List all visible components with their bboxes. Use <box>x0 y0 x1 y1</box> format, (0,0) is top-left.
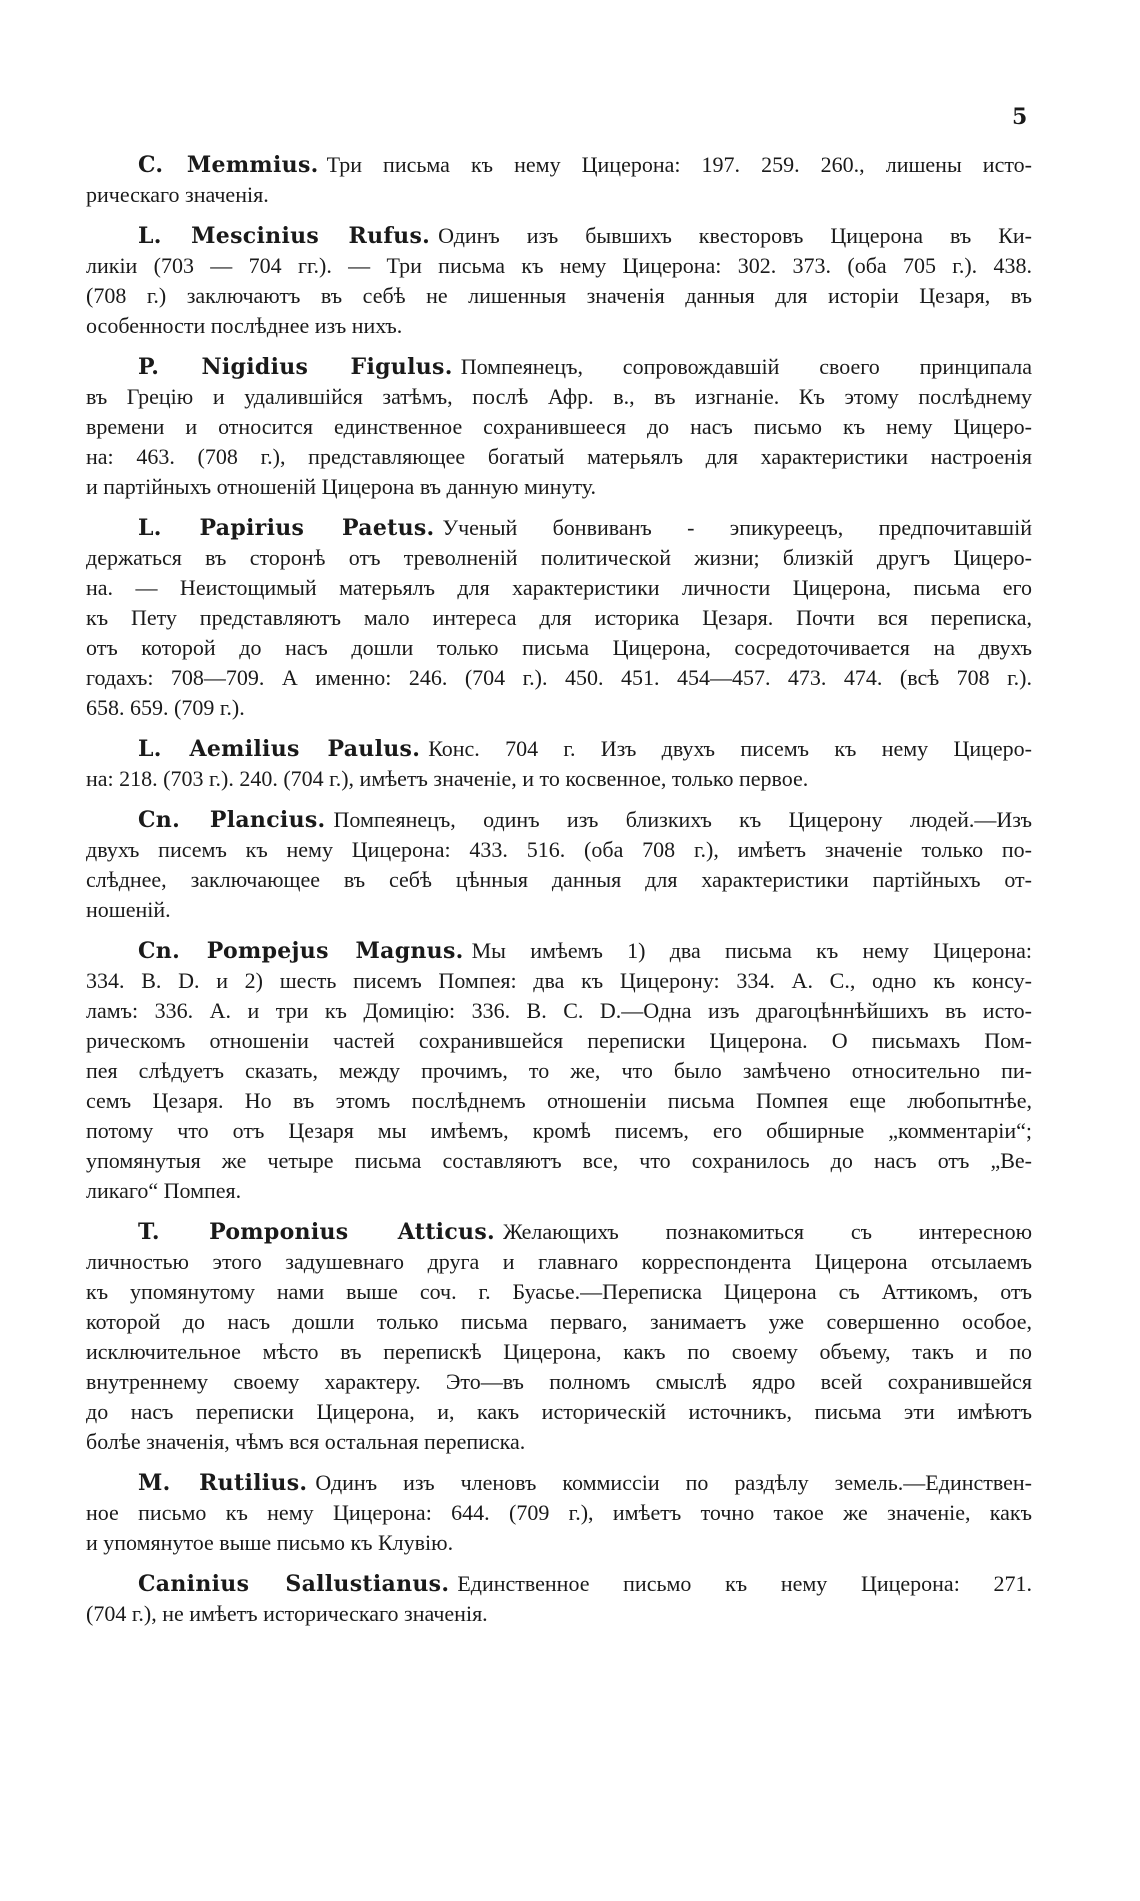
line-text: рическомъ отношеніи частей сохранившейся переписки Цицерона. О письмахъ Пом- <box>86 1028 1032 1053</box>
text-line <box>86 180 1032 210</box>
text-line <box>86 663 1032 693</box>
text-line <box>86 936 1032 966</box>
entry-name: L. Aemilius Paulus. <box>138 736 421 762</box>
text-line <box>86 734 1032 764</box>
entry-name: P. Nigidius Figulus. <box>138 354 453 380</box>
text-line <box>86 1116 1032 1146</box>
line-text: отъ которой до насъ дошли только письма Цицерона, сосредоточивается на двухъ <box>86 635 1032 660</box>
text-line <box>86 1599 1032 1629</box>
text-line <box>86 1026 1032 1056</box>
text-line <box>86 472 1032 502</box>
text-line <box>86 311 1032 341</box>
line-text: годахъ: 708—709. А именно: 246. (704 г.). 450. 451. 454—457. 473. 474. (всѣ 708 г.). <box>86 665 1032 690</box>
line-text: Одинъ изъ членовъ коммиссіи по раздѣлу земель.—Единствен- <box>315 1470 1032 1495</box>
line-text: Одинъ изъ бывшихъ квесторовъ Цицерона въ Ки- <box>438 223 1032 248</box>
line-text: (708 г.) заключаютъ въ себѣ не лишенныя значенія данныя для исторіи Цезаря, въ <box>86 283 1032 308</box>
entry-name: M. Rutilius. <box>138 1470 308 1496</box>
entry-paragraph <box>86 936 1032 1206</box>
line-text: 334. B. D. и 2) шесть писемъ Помпея: два къ Цицерону: 334. A. C., одно къ консу- <box>86 968 1032 993</box>
text-line <box>86 251 1032 281</box>
text-line <box>86 1146 1032 1176</box>
line-text: двухъ писемъ къ нему Цицерона: 433. 516. (оба 708 г.), имѣетъ значеніе только по- <box>86 837 1032 862</box>
text-line <box>86 865 1032 895</box>
line-text: къ упомянутому нами выше соч. г. Буасье.—Переписка Цицерона съ Аттикомъ, отъ <box>86 1279 1032 1304</box>
line-text: упомянутыя же четыре письма составляютъ все, что сохранилось до насъ отъ „Ве- <box>86 1148 1032 1173</box>
text-line <box>86 412 1032 442</box>
line-text: къ Пету представляютъ мало интереса для историка Цезаря. Почти вся переписка, <box>86 605 1032 630</box>
entry-paragraph <box>86 1217 1032 1457</box>
line-text: держаться въ сторонѣ отъ треволненій политической жизни; близкій другъ Цицеро- <box>86 545 1032 570</box>
text-line <box>86 966 1032 996</box>
entry-name: Caninius Sallustianus. <box>138 1571 450 1597</box>
entry-paragraph <box>86 513 1032 723</box>
entry-name: C. Memmius. <box>138 152 319 178</box>
text-line <box>86 895 1032 925</box>
text-line <box>86 513 1032 543</box>
entry-paragraph <box>86 1468 1032 1558</box>
text-line <box>86 1528 1032 1558</box>
line-text: на: 218. (703 г.). 240. (704 г.), имѣетъ значеніе, и то косвенное, только первое. <box>86 766 809 791</box>
entry-paragraph <box>86 1569 1032 1629</box>
line-text: Мы имѣемъ 1) два письма къ нему Цицерона: <box>471 938 1032 963</box>
text-line <box>86 382 1032 412</box>
text-line <box>86 693 1032 723</box>
text-line <box>86 633 1032 663</box>
text-line <box>86 1217 1032 1247</box>
page-body <box>86 150 1032 1640</box>
line-text: 658. 659. (709 г.). <box>86 695 245 720</box>
line-text: слѣднее, заключающее въ себѣ цѣнныя данныя для характеристики партійныхъ от- <box>86 867 1032 892</box>
line-text: потому что отъ Цезаря мы имѣемъ, кромѣ писемъ, его обширные „комментаріи“; <box>86 1118 1032 1143</box>
entry-name: Cn. Plancius. <box>138 807 326 833</box>
line-text: Помпеянецъ, одинъ изъ близкихъ къ Цицерону людей.—Изъ <box>333 807 1032 832</box>
line-text: которой до насъ дошли только письма перваго, занимаетъ уже совершенно особое, <box>86 1309 1032 1334</box>
page-number: 5 <box>1012 104 1028 130</box>
entry-name: L. Mescinius Rufus. <box>138 223 431 249</box>
line-text: Конс. 704 г. Изъ двухъ писемъ къ нему Цицеро- <box>428 736 1033 761</box>
line-text: до насъ переписки Цицерона, и, какъ историческій источникъ, письма эти имѣютъ <box>86 1399 1032 1424</box>
line-text: ламъ: 336. A. и три къ Домицію: 336. B. C. D.—Одна изъ драгоцѣннѣйшихъ въ исто- <box>86 998 1032 1023</box>
line-text: личностью этого задушевнаго друга и главнаго корреспондента Цицерона отсылаемъ <box>86 1249 1032 1274</box>
text-line <box>86 1247 1032 1277</box>
line-text: (704 г.), не имѣетъ историческаго значенія. <box>86 1601 488 1626</box>
text-line <box>86 1397 1032 1427</box>
entry-paragraph <box>86 805 1032 925</box>
line-text: семъ Цезаря. Но въ этомъ послѣднемъ отношеніи письма Помпея еще любопытнѣе, <box>86 1088 1032 1113</box>
text-line <box>86 281 1032 311</box>
line-text: Желающихъ познакомиться съ интересною <box>502 1219 1033 1244</box>
entry-paragraph <box>86 221 1032 341</box>
entry-paragraph <box>86 352 1032 502</box>
line-text: Три письма къ нему Цицерона: 197. 259. 260., лишены исто- <box>326 152 1032 177</box>
line-text: особенности послѣднее изъ нихъ. <box>86 313 403 338</box>
text-line <box>86 442 1032 472</box>
text-line <box>86 543 1032 573</box>
text-line <box>86 1056 1032 1086</box>
text-line <box>86 764 1032 794</box>
line-text: времени и относится единственное сохранившееся до насъ письмо къ нему Цицеро- <box>86 414 1032 439</box>
line-text: пея слѣдуетъ сказать, между прочимъ, то же, что было замѣчено относительно пи- <box>86 1058 1032 1083</box>
entry-name: Cn. Pompejus Magnus. <box>138 938 464 964</box>
text-line <box>86 603 1032 633</box>
text-line <box>86 835 1032 865</box>
text-line <box>86 221 1032 251</box>
line-text: внутреннему своему характеру. Это—въ полномъ смыслѣ ядро всей сохранившейся <box>86 1369 1032 1394</box>
line-text: на: 463. (708 г.), представляющее богатый матерьялъ для характеристики настроенія <box>86 444 1032 469</box>
line-text: ликіи (703 — 704 гг.). — Три письма къ нему Цицерона: 302. 373. (оба 705 г.). 438. <box>86 253 1032 278</box>
text-line <box>86 1427 1032 1457</box>
text-line <box>86 996 1032 1026</box>
entry-name: L. Papirius Paetus. <box>138 515 435 541</box>
line-text: рическаго значенія. <box>86 182 269 207</box>
text-line <box>86 1337 1032 1367</box>
line-text: ное письмо къ нему Цицерона: 644. (709 г.), имѣетъ точно такое же значеніе, какъ <box>86 1500 1032 1525</box>
line-text: ликаго“ Помпея. <box>86 1178 242 1203</box>
entry-paragraph <box>86 734 1032 794</box>
text-line <box>86 1307 1032 1337</box>
text-line <box>86 1176 1032 1206</box>
text-line <box>86 1086 1032 1116</box>
text-line <box>86 150 1032 180</box>
text-line <box>86 573 1032 603</box>
text-line <box>86 1569 1032 1599</box>
line-text: на. — Неистощимый матерьялъ для характеристики личности Цицерона, письма его <box>86 575 1032 600</box>
text-line <box>86 1468 1032 1498</box>
line-text: въ Грецію и удалившійся затѣмъ, послѣ Афр. в., въ изгнаніе. Къ этому послѣднему <box>86 384 1032 409</box>
text-line <box>86 1498 1032 1528</box>
entry-paragraph <box>86 150 1032 210</box>
entry-name: T. Pomponius Atticus. <box>138 1219 495 1245</box>
text-line <box>86 805 1032 835</box>
text-line <box>86 352 1032 382</box>
line-text: и упомянутое выше письмо къ Клувію. <box>86 1530 454 1555</box>
line-text: и партійныхъ отношеній Цицерона въ данную минуту. <box>86 474 597 499</box>
line-text: болѣе значенія, чѣмъ вся остальная переписка. <box>86 1429 526 1454</box>
line-text: Ученый бонвиванъ - эпикуреецъ, предпочитавшій <box>442 515 1032 540</box>
text-line <box>86 1277 1032 1307</box>
line-text: исключительное мѣсто въ перепискѣ Цицерона, какъ по своему объему, такъ и по <box>86 1339 1032 1364</box>
line-text: Единственное письмо къ нему Цицерона: 271. <box>457 1571 1032 1596</box>
line-text: Помпеянецъ, сопровождавшій своего принципала <box>460 354 1032 379</box>
text-line <box>86 1367 1032 1397</box>
line-text: ношеній. <box>86 897 171 922</box>
